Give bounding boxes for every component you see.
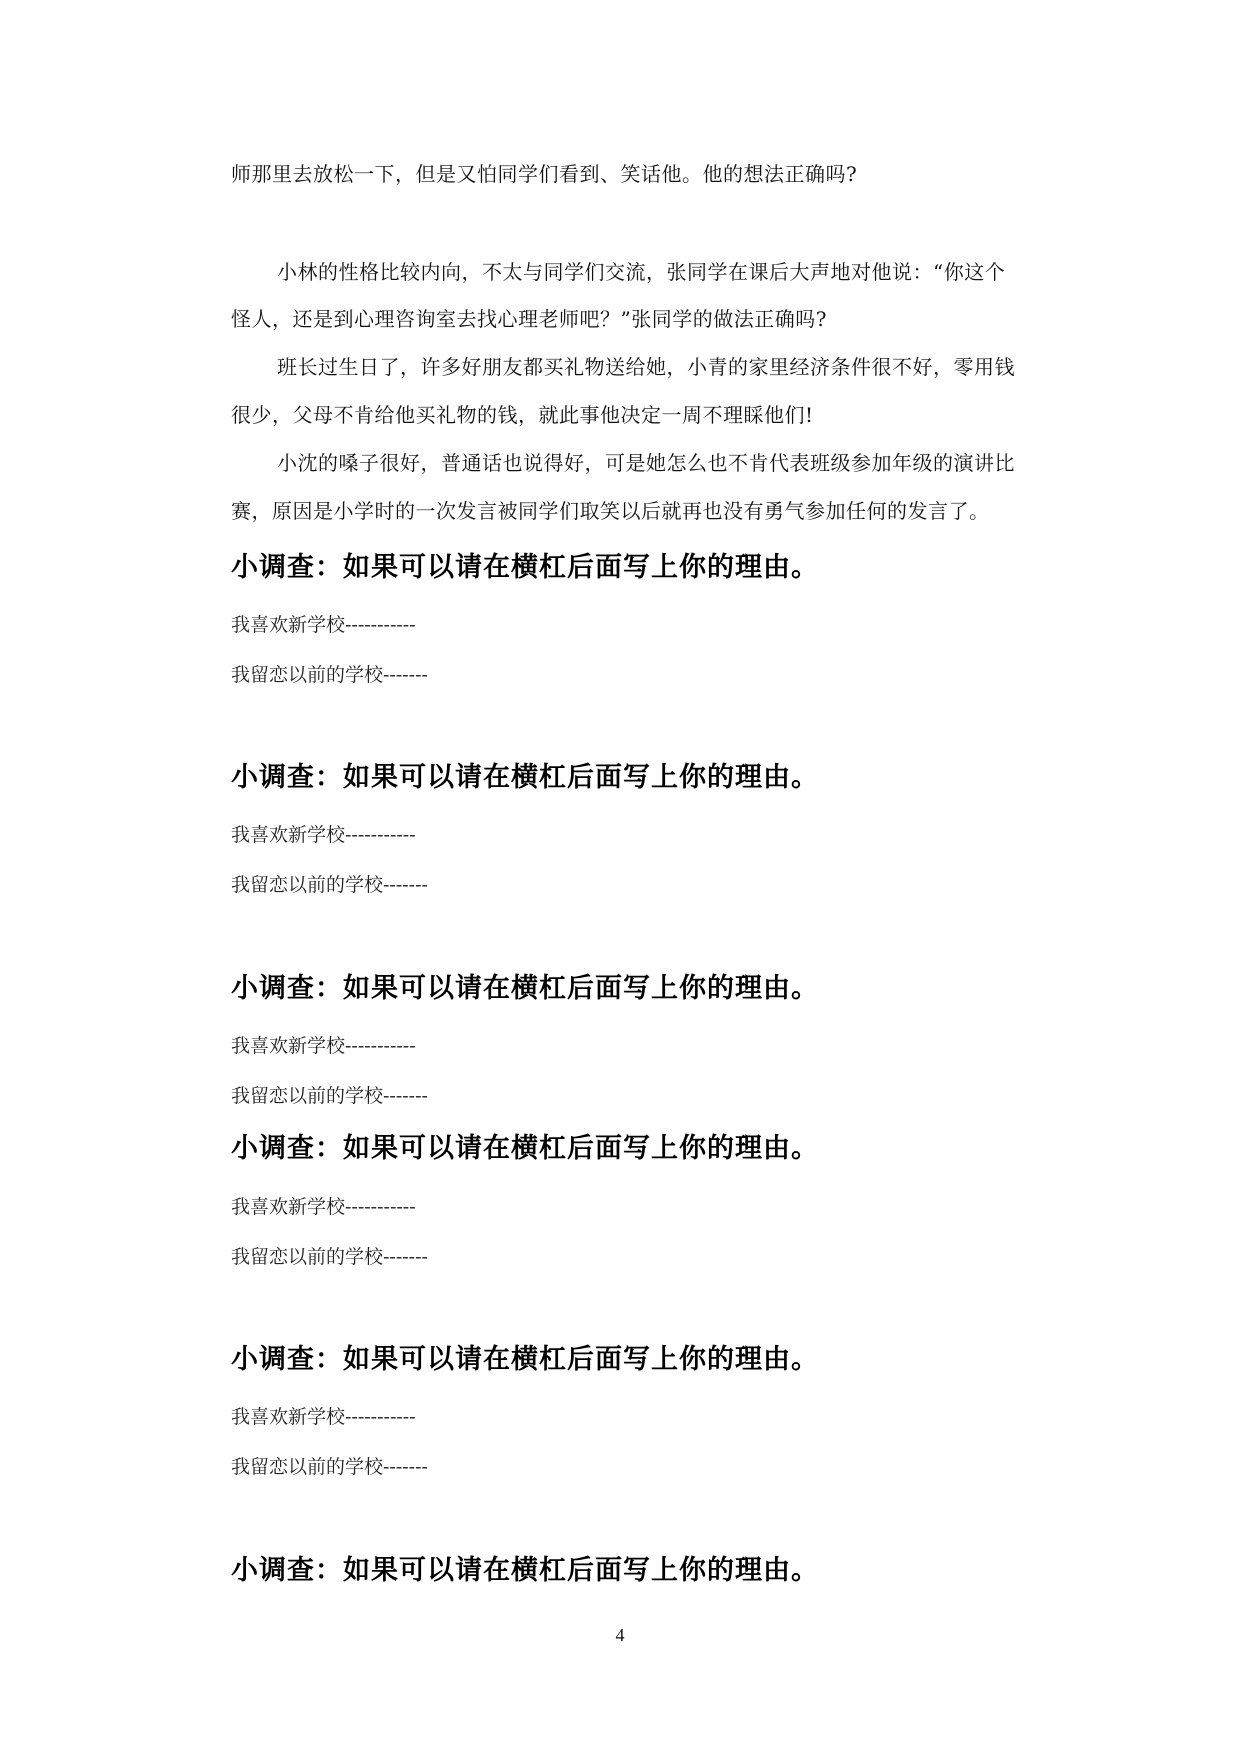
survey-line-old-school: 我留恋以前的学校------- [231, 874, 428, 896]
survey-line-new-school: 我喜欢新学校----------- [231, 1196, 416, 1218]
survey-line-old-school: 我留恋以前的学校------- [231, 1085, 428, 1107]
paragraph-line: 师那里去放松一下，但是又怕同学们看到、笑话他。他的想法正确吗? [231, 162, 858, 186]
survey-heading: 小调查：如果可以请在横杠后面写上你的理由。 [231, 1344, 819, 1375]
paragraph-line: 怪人，还是到心理咨询室去找心理老师吧？”张同学的做法正确吗? [231, 307, 827, 331]
survey-line-old-school: 我留恋以前的学校------- [231, 664, 428, 686]
survey-heading: 小调查：如果可以请在横杠后面写上你的理由。 [231, 552, 819, 583]
survey-line-old-school: 我留恋以前的学校------- [231, 1246, 428, 1268]
paragraph-line: 很少，父母不肯给他买礼物的钱，就此事他决定一周不理睬他们! [231, 403, 814, 427]
survey-line-new-school: 我喜欢新学校----------- [231, 1406, 416, 1428]
paragraph-line: 班长过生日了，许多好朋友都买礼物送给她，小青的家里经济条件很不好，零用钱 [277, 355, 1015, 379]
survey-heading: 小调查：如果可以请在横杠后面写上你的理由。 [231, 973, 819, 1004]
survey-heading: 小调查：如果可以请在横杠后面写上你的理由。 [231, 762, 819, 793]
survey-heading: 小调查：如果可以请在横杠后面写上你的理由。 [231, 1555, 819, 1586]
survey-heading: 小调查：如果可以请在横杠后面写上你的理由。 [231, 1133, 819, 1164]
survey-line-new-school: 我喜欢新学校----------- [231, 614, 416, 636]
survey-line-old-school: 我留恋以前的学校------- [231, 1456, 428, 1478]
survey-line-new-school: 我喜欢新学校----------- [231, 824, 416, 846]
paragraph-line: 小沈的嗓子很好，普通话也说得好，可是她怎么也不肯代表班级参加年级的演讲比 [277, 451, 1015, 475]
paragraph-line: 赛，原因是小学时的一次发言被同学们取笑以后就再也没有勇气参加任何的发言了。 [231, 499, 990, 523]
page-number: 4 [615, 1625, 625, 1645]
survey-line-new-school: 我喜欢新学校----------- [231, 1035, 416, 1057]
paragraph-line: 小林的性格比较内向，不太与同学们交流，张同学在课后大声地对他说：“你这个 [277, 260, 1006, 284]
